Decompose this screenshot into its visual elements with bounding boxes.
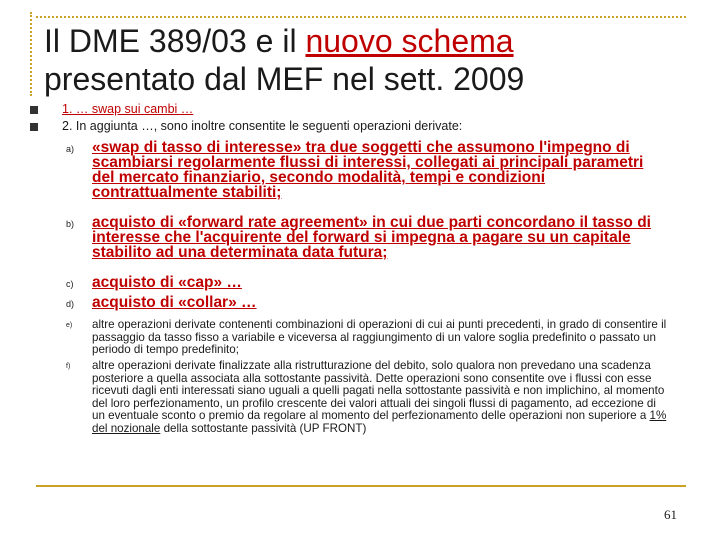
decorative-bottom-rule xyxy=(36,485,686,487)
list-item-c xyxy=(66,275,706,295)
list-item-f xyxy=(66,360,706,435)
slide-title xyxy=(44,22,684,98)
bullet-2 xyxy=(30,119,680,136)
list-item-b xyxy=(66,215,706,275)
bullet-list xyxy=(30,102,680,136)
item-text xyxy=(92,360,670,435)
page-number: 61 xyxy=(664,507,677,522)
item-text-underlined: 1% del nozionale xyxy=(92,409,667,435)
list-item-e xyxy=(66,319,706,360)
item-letter: e) xyxy=(66,322,73,329)
item-text: acquisto di «collar» … xyxy=(92,294,257,311)
item-letter: d) xyxy=(66,299,75,309)
item-letter: c) xyxy=(66,279,74,289)
decorative-top-rule xyxy=(36,16,686,18)
list-item-d xyxy=(66,295,706,319)
item-text-after: della sottostante passività (UP FRONT) xyxy=(160,421,367,435)
square-bullet-icon xyxy=(30,123,38,131)
item-letter: f) xyxy=(66,363,71,370)
title-accent: nuovo schema xyxy=(305,23,514,59)
item-text-before: altre operazioni derivate finalizzate alla ristrutturazione del debito, solo qualora non prevedano una scadenza posteriore a quella associata alla sottostante passività. Dette operazioni sono consentite ove i flussi con esse ricevuti dagli enti interessati siano uguali a quelli pagati nella sottostante passività e non implichino, al momento del loro perfezionamento, un profilo crescente dei valori attuali dei singoli flussi di pagamento, ad eccezione di un eventuale sconto o premio da regolare al momento del perfezionamento delle operazioni non superiore a xyxy=(92,359,665,422)
title-part-2: presentato dal MEF nel sett. 2009 xyxy=(44,61,525,97)
bullet-1 xyxy=(30,102,680,119)
title-part-1: Il DME 389/03 e il xyxy=(44,23,306,59)
operations-list xyxy=(66,140,706,435)
item-text: acquisto di «cap» … xyxy=(92,274,242,291)
item-letter: a) xyxy=(66,144,75,154)
square-bullet-icon xyxy=(30,106,38,114)
list-item-a xyxy=(66,140,706,215)
item-text: altre operazioni derivate contenenti combinazioni di operazioni di cui ai punti precedenti, in grado di consentire il passaggio da tasso fisso a variabile e viceversa al raggiungimento di un valore soglia predefinito o passato un periodo di tempo predefinito; xyxy=(92,318,667,356)
bullet-2-text: 2. In aggiunta …, sono inoltre consentite le seguenti operazioni derivate: xyxy=(62,119,463,133)
bullet-1-text: 1. … swap sui cambi … xyxy=(62,102,194,116)
item-text: «swap di tasso di interesse» tra due soggetti che assumono l'impegno di scambiarsi regolarmente flussi di interessi, collegati ai principali parametri del mercato finanziario, secondo modalità, tempi e condizioni contrattualmente stabiliti; xyxy=(92,139,644,201)
decorative-left-rule xyxy=(30,12,32,96)
item-letter: b) xyxy=(66,219,75,229)
item-text: acquisto di «forward rate agreement» in cui due parti concordano il tasso di interesse che l'acquirente del forward si impegna a pagare su un capitale stabilito ad una determinata data futura; xyxy=(92,214,651,261)
